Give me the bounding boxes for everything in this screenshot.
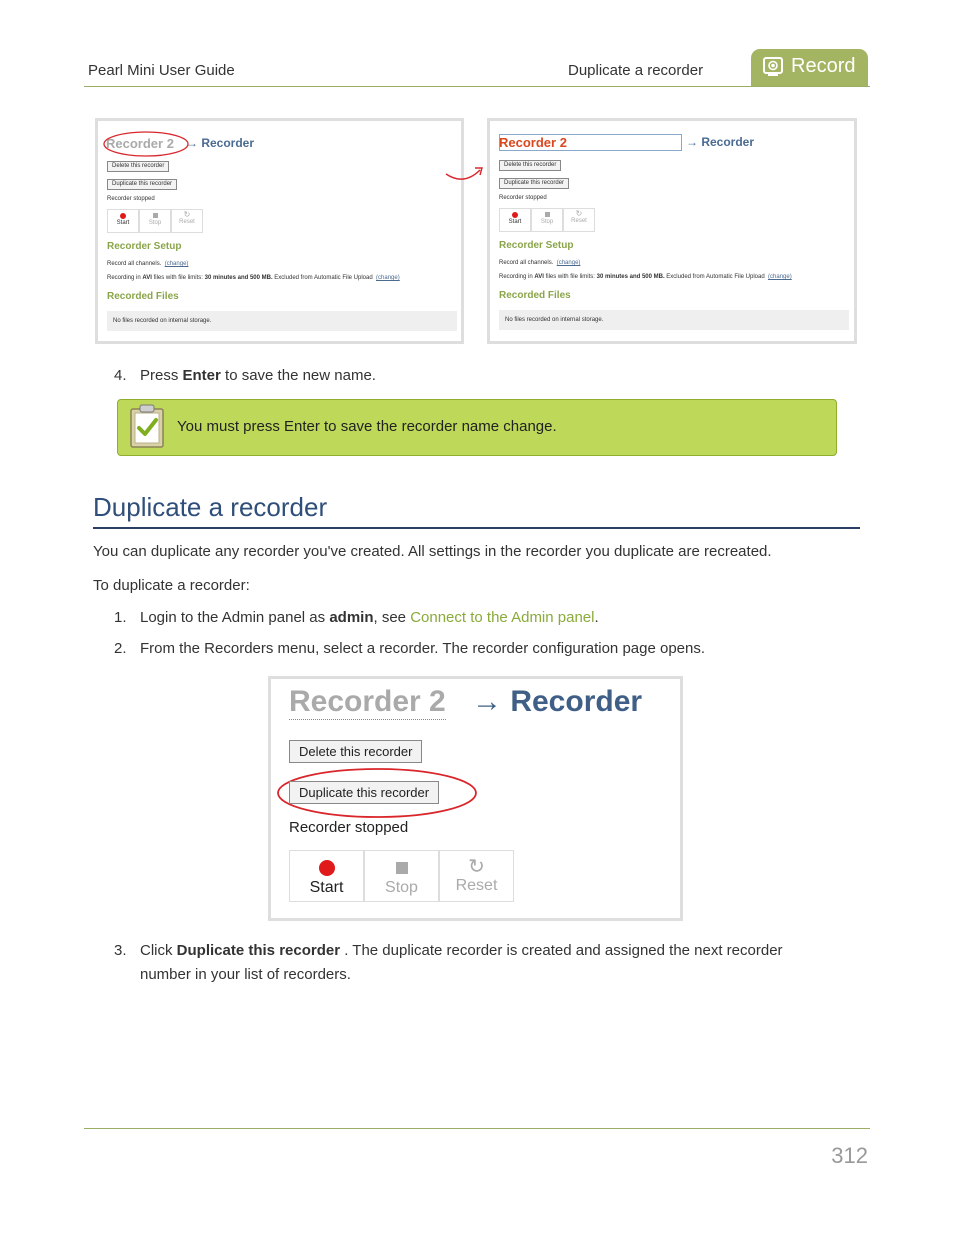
recorder-name: Recorder 2 xyxy=(499,135,567,150)
change-link[interactable]: (change) xyxy=(768,274,792,280)
change-link[interactable]: (change) xyxy=(556,260,581,266)
intro-paragraph: You can duplicate any recorder you've created. All settings in the recorder you duplicate are recreated. xyxy=(93,543,772,560)
recorder-controls xyxy=(289,850,514,902)
recording-format-line: Recording in AVI files with file limits: 30 minutes and 500 MB. Excluded from Automatic File Upload (change) xyxy=(499,274,792,280)
duplicate-recorder-button[interactable]: Duplicate this recorder xyxy=(289,781,439,804)
note-text: You must press Enter to save the recorder name change. xyxy=(177,418,557,435)
reset-control[interactable]: ↻ Reset xyxy=(171,209,203,233)
recorder-status: Recorder stopped xyxy=(289,819,409,836)
no-files-message: No files recorded on internal storage. xyxy=(499,310,849,330)
step-2-text: From the Recorders menu, select a recorder. The recorder configuration page opens. xyxy=(140,640,706,657)
recorder-controls xyxy=(499,208,599,232)
delete-recorder-button[interactable]: Delete this recorder xyxy=(289,740,422,763)
page-number: 312 xyxy=(831,1143,868,1168)
recorder-crumb: → Recorder xyxy=(186,136,255,150)
stop-square-icon xyxy=(545,212,550,217)
stop-control[interactable]: Stop xyxy=(139,209,171,233)
delete-recorder-button[interactable]: Delete this recorder xyxy=(107,161,169,172)
recorded-files-heading: Recorded Files xyxy=(499,290,571,301)
recorded-files-heading: Recorded Files xyxy=(107,291,179,302)
record-dot-icon xyxy=(512,212,518,218)
section-heading: Duplicate a recorder xyxy=(93,492,328,522)
note-callout xyxy=(117,399,837,456)
change-link[interactable]: (change) xyxy=(376,275,400,281)
step-3-text-line2: number in your list of recorders. xyxy=(140,966,351,983)
clipboard-check-icon xyxy=(128,403,166,449)
record-channels-line: Record all channels. (change) xyxy=(107,261,189,267)
step-1-text: Login to the Admin panel as admin, see Connect to the Admin panel. xyxy=(140,609,599,626)
duplicate-recorder-button[interactable]: Duplicate this recorder xyxy=(107,179,177,190)
record-channels-line: Record all channels. (change) xyxy=(499,260,581,266)
step-3-number: 3. xyxy=(114,942,127,959)
start-control[interactable]: Start xyxy=(107,209,139,233)
recorder-status: Recorder stopped xyxy=(107,196,155,202)
stop-control[interactable]: Stop xyxy=(364,850,439,902)
curved-arrow-icon xyxy=(442,162,486,186)
recorder-status: Recorder stopped xyxy=(499,195,547,201)
delete-recorder-button[interactable]: Delete this recorder xyxy=(499,160,561,171)
no-files-message: No files recorded on internal storage. xyxy=(107,311,457,331)
record-badge-label: Record xyxy=(791,55,856,77)
start-control[interactable]: Start xyxy=(289,850,364,902)
recorder-crumb: → Recorder xyxy=(686,135,755,149)
lead-paragraph: To duplicate a recorder: xyxy=(93,577,250,594)
document-title: Pearl Mini User Guide xyxy=(88,62,235,79)
step-2-number: 2. xyxy=(114,640,127,657)
screenshot-duplicate xyxy=(268,676,683,921)
change-link[interactable]: (change) xyxy=(164,261,189,267)
screenshot-after xyxy=(487,118,857,344)
step-4-text: Press Enter to save the new name. xyxy=(140,367,376,384)
refresh-icon: ↻ xyxy=(183,210,191,219)
recorder-setup-heading: Recorder Setup xyxy=(499,240,574,251)
screenshot-before xyxy=(95,118,464,344)
step-1-number: 1. xyxy=(114,609,127,626)
stop-square-icon xyxy=(153,213,158,218)
recorder-controls xyxy=(107,209,207,233)
recorder-setup-heading: Recorder Setup xyxy=(107,241,182,252)
duplicate-recorder-button[interactable]: Duplicate this recorder xyxy=(499,178,569,189)
recorder-name[interactable]: Recorder 2 xyxy=(289,685,446,718)
record-dot-icon xyxy=(120,213,126,219)
recorder-name[interactable]: Recorder 2 xyxy=(106,136,174,151)
step-4-number: 4. xyxy=(114,367,127,384)
stop-square-icon xyxy=(396,862,408,874)
record-badge xyxy=(751,49,868,86)
footer-divider xyxy=(84,1128,870,1129)
section-title-header: Duplicate a recorder xyxy=(568,62,704,79)
refresh-icon: ↻ xyxy=(468,856,485,878)
refresh-icon: ↻ xyxy=(575,209,583,218)
start-control[interactable]: Start xyxy=(499,208,531,232)
connect-admin-link[interactable]: Connect to the Admin panel xyxy=(410,609,595,626)
step-3-text: Click Duplicate this recorder . The duplicate recorder is created and assigned the next recorder xyxy=(140,942,783,959)
record-dot-icon xyxy=(319,860,335,876)
reset-control[interactable]: ↻ Reset xyxy=(439,850,514,902)
highlight-circle xyxy=(102,130,192,158)
recorder-crumb: → Recorder xyxy=(472,685,643,718)
header-divider xyxy=(84,86,870,87)
recording-format-line: Recording in AVI files with file limits: 30 minutes and 500 MB. Excluded from Automatic File Upload (change) xyxy=(107,275,400,281)
stop-control[interactable]: Stop xyxy=(531,208,563,232)
record-screen-icon xyxy=(763,57,783,77)
reset-control[interactable]: ↻ Reset xyxy=(563,208,595,232)
section-heading-rule xyxy=(93,527,860,529)
